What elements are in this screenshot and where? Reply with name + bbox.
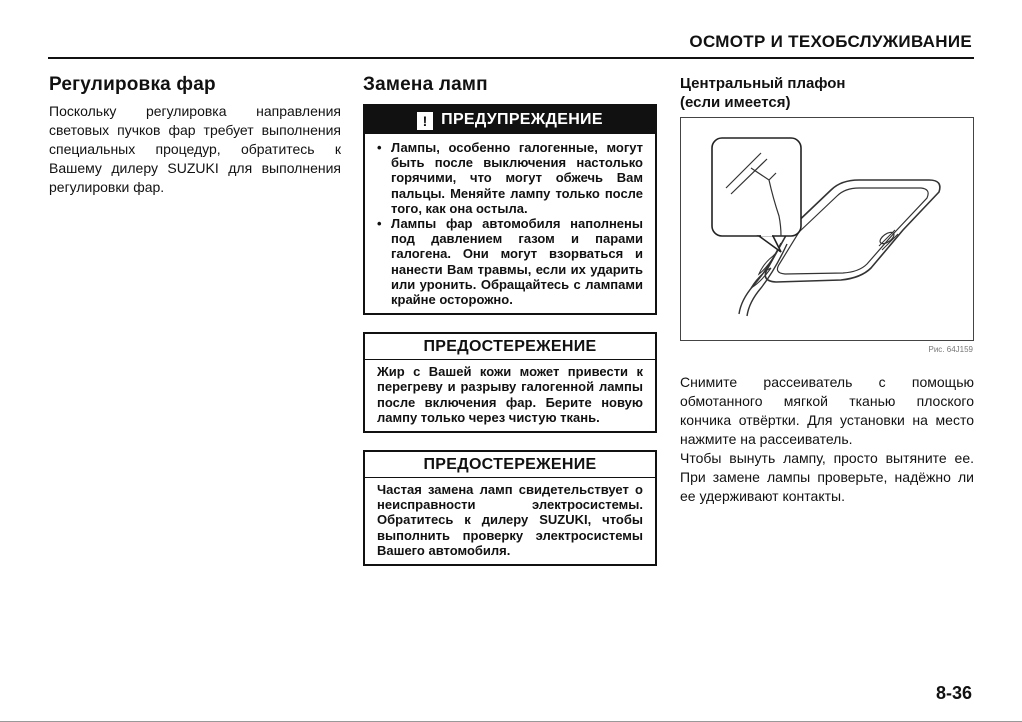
dome-light-text-2: Чтобы вынуть лампу, просто вытяните ее. При замене лампы проверьте, надёжно ли ее удерживают контакты. [680, 450, 974, 504]
caution-header-2: ПРЕДОСТЕРЕЖЕНИЕ [365, 452, 655, 478]
left-column [49, 74, 341, 197]
caution-text-2: Частая замена ламп свидетельствует о неисправности электросистемы. Обратитесь к дилеру SUZUKI, чтобы выполнить проверку электросистемы Вашего автомобиля. [377, 482, 643, 558]
page-header-title: ОСМОТР И ТЕХОБСЛУЖИВАНИЕ [689, 32, 972, 51]
dome-light-text-1: Снимите рассеиватель с помощью обмотанного мягкой тканью плоского кончика отвёртки. Для установки на место нажмите на рассеиватель. [680, 374, 974, 447]
dome-light-illustration [680, 117, 974, 354]
caution-header-1: ПРЕДОСТЕРЕЖЕНИЕ [365, 334, 655, 360]
caution-text-1: Жир с Вашей кожи может привести к перегреву и разрыву галогенной лампы после включения фар. Берите новую лампу только через чистую ткань. [377, 364, 643, 425]
section-heading-headlight-adjustment: Регулировка фар [49, 74, 216, 95]
warning-box [363, 104, 657, 315]
middle-column [363, 74, 657, 566]
warning-header [365, 106, 655, 134]
warning-item: • Лампы, особенно галогенные, могут быть после выключения настолько горячими, что могут обжечь Вам пальцы. Меняйте лампу только после того, как она остыла. [377, 140, 643, 216]
dome-light-drawing [681, 118, 973, 340]
section-heading-bulb-replacement: Замена ламп [363, 74, 488, 95]
figure-caption: Рис. 64J159 [928, 345, 973, 354]
caution-box-2 [363, 450, 657, 566]
caution-box-1 [363, 332, 657, 433]
header-rule [48, 57, 974, 59]
headlight-adjustment-text: Поскольку регулировка направления световых пучков фар требует выполнения специальных процедур, обратитесь к Вашему дилеру SUZUKI для выполнения регулировки фар. [49, 103, 341, 195]
exclamation-icon: ! [417, 112, 433, 130]
right-column [680, 74, 974, 506]
warning-label: ПРЕДУПРЕЖДЕНИЕ [441, 111, 603, 128]
warning-list [365, 134, 655, 313]
section-heading-dome-light-note: (если имеется) [680, 94, 791, 111]
dome-light-instructions [680, 373, 974, 506]
warning-item: • Лампы фар автомобиля наполнены под давлением газом и парами галогена. Они могут взорваться и нанести Вам травмы, если их ударить или уронить. Обращайтесь с лампами крайне осторожно. [377, 216, 643, 307]
page-number: 8-36 [935, 683, 972, 703]
section-heading-dome-light: Центральный плафон [680, 75, 846, 92]
